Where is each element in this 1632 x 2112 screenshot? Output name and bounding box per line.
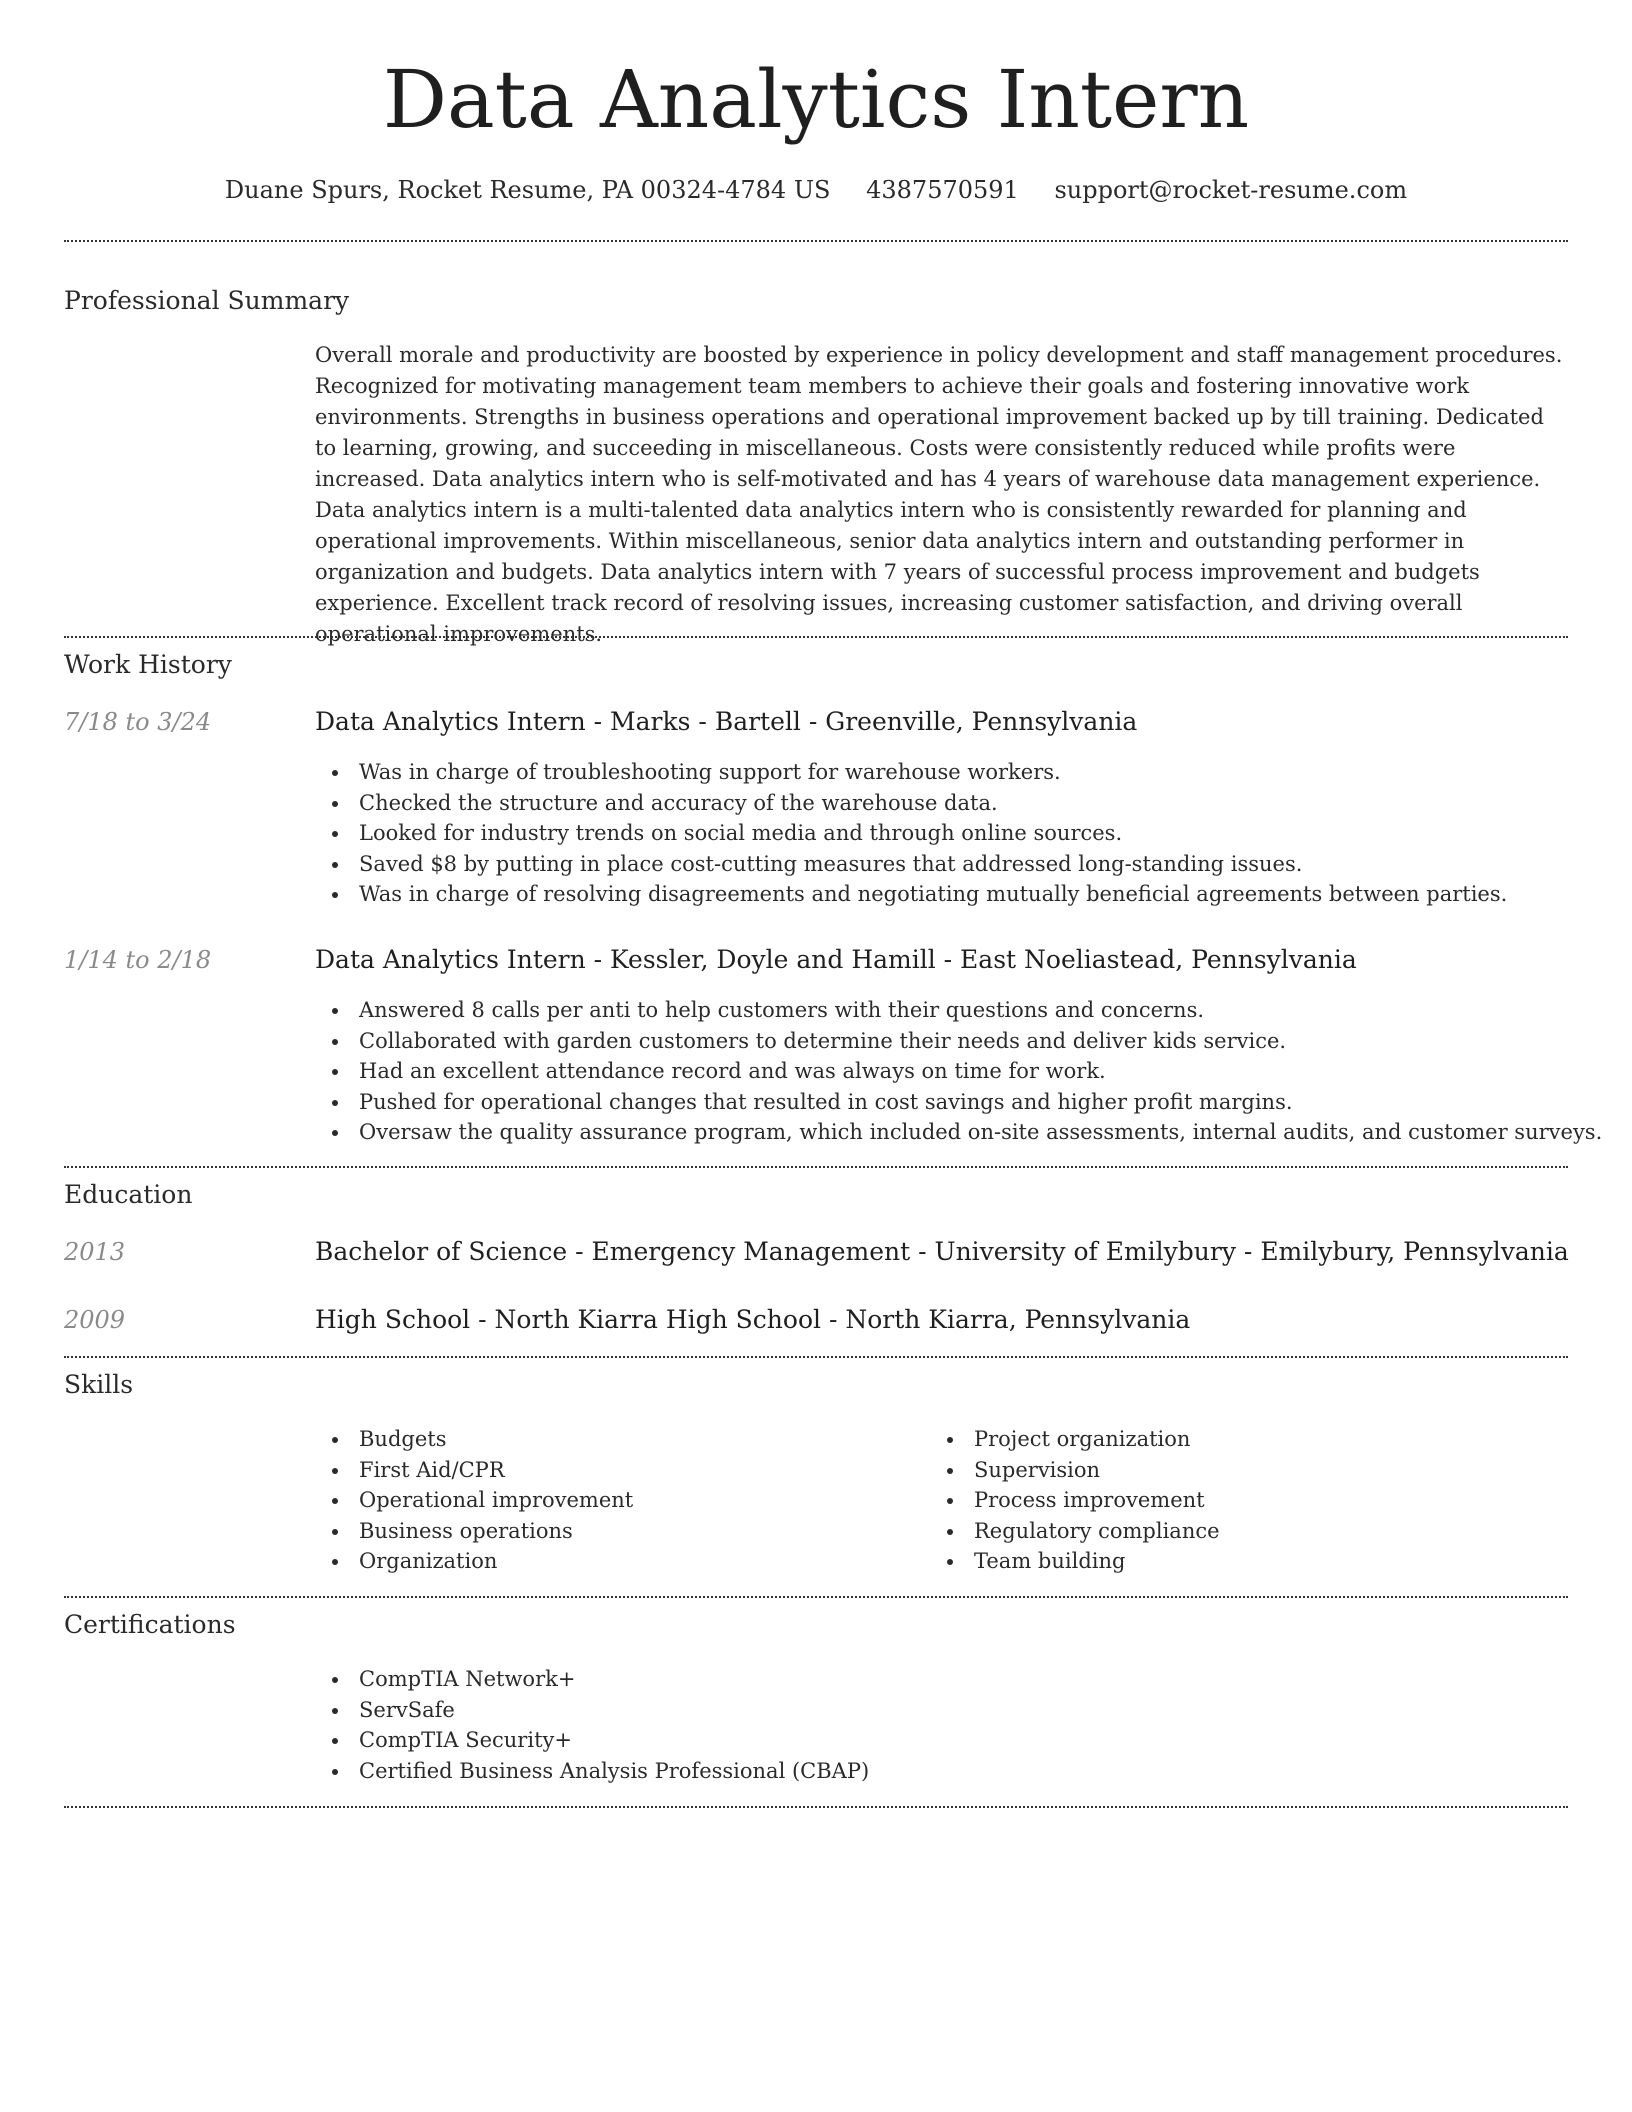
job-bullets bbox=[315, 757, 1507, 910]
list-item: Saved $8 by putting in place cost-cutting measures that addressed long-standing issues. bbox=[315, 849, 1507, 880]
list-item: Checked the structure and accuracy of the warehouse data. bbox=[315, 788, 1507, 819]
list-item: Oversaw the quality assurance program, which included on-site assessments, internal audits, and customer surveys. bbox=[315, 1117, 1602, 1148]
list-item: Project organization bbox=[930, 1424, 1220, 1455]
list-item: CompTIA Security+ bbox=[315, 1725, 869, 1756]
job-dates: 1/14 to 2/18 bbox=[64, 946, 212, 974]
skills-list-right bbox=[930, 1424, 1220, 1577]
skills-list-left bbox=[315, 1424, 633, 1577]
list-item: Was in charge of resolving disagreements and negotiating mutually beneficial agreements between parties. bbox=[315, 879, 1507, 910]
job-title: Data Analytics Intern - Kessler, Doyle and Hamill - East Noeliastead, Pennsylvania bbox=[315, 945, 1357, 974]
list-item: Business operations bbox=[315, 1516, 633, 1547]
list-item: ServSafe bbox=[315, 1695, 869, 1726]
divider bbox=[64, 1806, 1568, 1808]
education-entry: High School - North Kiarra High School - North Kiarra, Pennsylvania bbox=[315, 1305, 1191, 1334]
list-item: Had an excellent attendance record and was always on time for work. bbox=[315, 1056, 1602, 1087]
list-item: Collaborated with garden customers to determine their needs and deliver kids service. bbox=[315, 1026, 1602, 1057]
education-year: 2013 bbox=[64, 1238, 126, 1266]
list-item: Certified Business Analysis Professional (CBAP) bbox=[315, 1756, 869, 1787]
divider bbox=[64, 240, 1568, 242]
contact-phone: 4387570591 bbox=[866, 176, 1019, 204]
contact-address: Duane Spurs, Rocket Resume, PA 00324-4784 US bbox=[224, 176, 831, 204]
job-title: Data Analytics Intern - Marks - Bartell - Greenville, Pennsylvania bbox=[315, 707, 1138, 736]
list-item: Looked for industry trends on social media and through online sources. bbox=[315, 818, 1507, 849]
job-dates: 7/18 to 3/24 bbox=[64, 708, 212, 736]
section-heading-summary: Professional Summary bbox=[64, 286, 350, 315]
section-heading-certifications: Certifications bbox=[64, 1610, 236, 1639]
list-item: Pushed for operational changes that resulted in cost savings and higher profit margins. bbox=[315, 1087, 1602, 1118]
list-item: First Aid/CPR bbox=[315, 1455, 633, 1486]
divider bbox=[64, 1356, 1568, 1358]
divider bbox=[64, 636, 1568, 638]
divider bbox=[64, 1596, 1568, 1598]
list-item: Supervision bbox=[930, 1455, 1220, 1486]
list-item: Answered 8 calls per anti to help customers with their questions and concerns. bbox=[315, 995, 1602, 1026]
section-heading-education: Education bbox=[64, 1180, 193, 1209]
list-item: Process improvement bbox=[930, 1485, 1220, 1516]
list-item: Team building bbox=[930, 1546, 1220, 1577]
list-item: Operational improvement bbox=[315, 1485, 633, 1516]
list-item: CompTIA Network+ bbox=[315, 1664, 869, 1695]
section-heading-skills: Skills bbox=[64, 1370, 134, 1399]
certifications-list bbox=[315, 1664, 869, 1786]
contact-email: support@rocket-resume.com bbox=[1054, 176, 1408, 204]
section-heading-work: Work History bbox=[64, 650, 232, 679]
list-item: Organization bbox=[315, 1546, 633, 1577]
resume-page bbox=[64, 0, 1603, 1783]
job-bullets bbox=[315, 995, 1602, 1148]
summary-text: Overall morale and productivity are boosted by experience in policy development and staff management procedures. Recognized for motivating management team members to achieve their goals and fostering innovative work environments. Strengths in business operations and operational improvement backed up by till training. Dedicated to learning, growing, and succeeding in miscellaneous. Costs were consistently reduced while profits were increased. Data analytics intern who is self-motivated and has 4 years of warehouse data management experience. Data analytics intern is a multi-talented data analytics intern who is consistently rewarded for planning and operational improvements. Within miscellaneous, senior data analytics intern and outstanding performer in organization and budgets. Data analytics intern with 7 years of successful process improvement and budgets experience. Excellent track record of resolving issues, increasing customer satisfaction, and driving overall operational improvements. bbox=[315, 343, 1563, 646]
education-entry: Bachelor of Science - Emergency Management - University of Emilybury - Emilybury, Pennsylvania bbox=[315, 1237, 1569, 1266]
list-item: Regulatory compliance bbox=[930, 1516, 1220, 1547]
education-year: 2009 bbox=[64, 1306, 126, 1334]
list-item: Was in charge of troubleshooting support for warehouse workers. bbox=[315, 757, 1507, 788]
contact-line bbox=[64, 176, 1568, 204]
resume-title: Data Analytics Intern bbox=[382, 53, 1250, 146]
list-item: Budgets bbox=[315, 1424, 633, 1455]
divider bbox=[64, 1166, 1568, 1168]
